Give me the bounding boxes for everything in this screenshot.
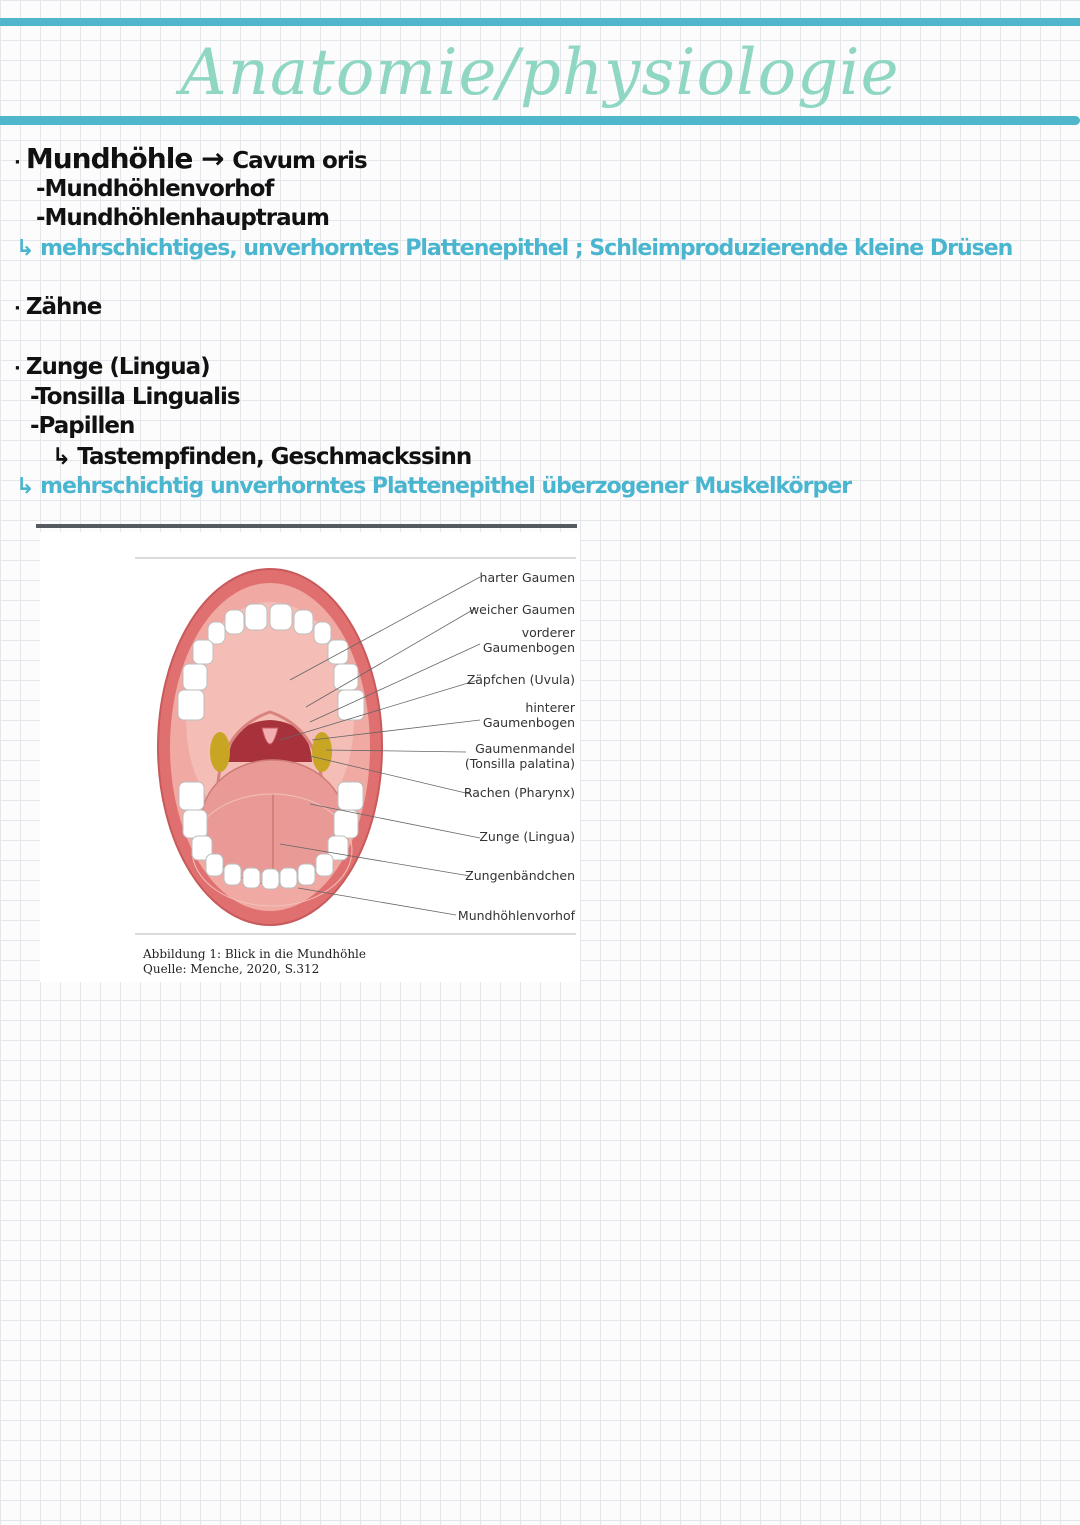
label-zunge: Zunge (Lingua) [479, 829, 575, 844]
page-title: Anatomie/physiologie [180, 36, 900, 110]
top-rule [0, 18, 1080, 26]
zunge-subitem: ↳ Tastempfinden, Geschmackssinn [52, 444, 472, 470]
mundhoehle-item-2: -Mundhöhlenhauptraum [36, 205, 329, 231]
zaehne-heading: Zähne [25, 294, 102, 320]
zunge-heading: Zunge (Lingua) [25, 354, 210, 380]
figure-caption: Abbildung 1: Blick in die Mundhöhle [143, 947, 366, 961]
heading-zaehne [14, 294, 101, 320]
figure-source: Quelle: Menche, 2020, S.312 [143, 962, 320, 976]
label-rachen: Rachen (Pharynx) [463, 785, 575, 800]
arrow-icon: → [201, 142, 224, 175]
label-vorderer-gaumenbogen: vorderer Gaumenbogen [482, 625, 575, 655]
mundhoehle-item-1: -Mundhöhlenvorhof [36, 176, 274, 202]
zunge-item-1: -Tonsilla Lingualis [30, 384, 240, 410]
label-zungenbaendchen: Zungenbändchen [465, 868, 575, 883]
mouth-figure [40, 532, 580, 982]
heading-zunge [14, 354, 210, 380]
zunge-note: ↳ mehrschichtig unverhorntes Plattenepithel überzogener Muskelkörper [16, 474, 852, 499]
label-weicher-gaumen: weicher Gaumen [468, 602, 575, 617]
heading-mundhoehle [14, 142, 367, 175]
mundhoehle-heading: Mundhöhle [25, 142, 193, 175]
mundhoehle-latin: Cavum oris [232, 148, 367, 174]
label-hinterer-gaumenbogen: hinterer Gaumenbogen [482, 700, 575, 730]
mundhoehle-note: ↳ mehrschichtiges, unverhorntes Plattenepithel ; Schleimproduzierende kleine Drüsen [16, 236, 1013, 261]
label-mundhoehlenvorhof: Mundhöhlenvorhof [457, 908, 575, 923]
bullet-zaehne: · [14, 298, 20, 319]
section-divider [36, 524, 577, 528]
label-gaumenmandel: Gaumenmandel (Tonsilla palatina) [464, 741, 575, 771]
zunge-item-2: -Papillen [30, 413, 135, 439]
bullet-zunge: · [14, 358, 20, 379]
label-harter-gaumen: harter Gaumen [479, 570, 575, 585]
bullet-mundhoehle: · [14, 152, 20, 173]
title-underline [0, 116, 1080, 125]
label-zaepfchen: Zäpfchen (Uvula) [466, 672, 575, 687]
